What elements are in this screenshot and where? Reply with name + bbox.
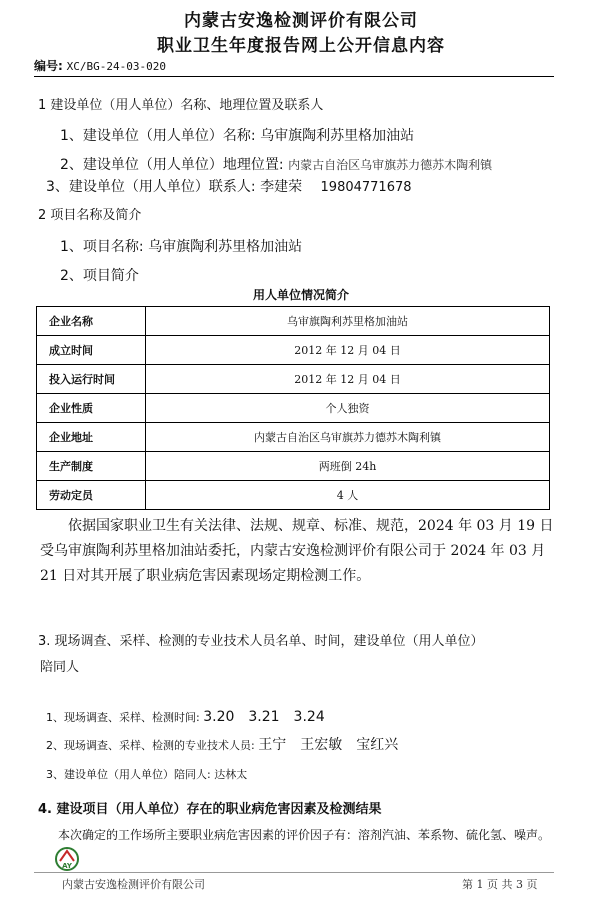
footer-page-number: 第 1 页 共 3 页 bbox=[462, 878, 538, 891]
table-key: 企业名称 bbox=[37, 307, 146, 336]
table-row bbox=[37, 481, 550, 510]
unit-name-line bbox=[60, 125, 414, 145]
unit-location-label: 2、建设单位（用人单位）地理位置: bbox=[60, 157, 284, 173]
table-value: 2012 年 12 月 04 日 bbox=[146, 365, 550, 394]
footer-company: 内蒙古安逸检测评价有限公司 bbox=[62, 878, 205, 891]
table-row bbox=[37, 423, 550, 452]
table-row bbox=[37, 394, 550, 423]
table-key: 企业性质 bbox=[37, 394, 146, 423]
table-row bbox=[37, 307, 550, 336]
project-intro-label: 2、项目简介 bbox=[60, 268, 139, 284]
section3-heading-line1: 3. 现场调查、采样、检测的专业技术人员名单、时间，建设单位（用人单位） bbox=[38, 634, 484, 649]
unit-name-label: 1、建设单位（用人单位）名称: bbox=[60, 128, 256, 144]
title-line2: 职业卫生年度报告网上公开信息内容 bbox=[157, 36, 445, 56]
unit-contact-line bbox=[46, 176, 412, 196]
report-number bbox=[34, 57, 166, 74]
unit-location-line bbox=[60, 154, 492, 174]
survey-time-value: 3.20 3.21 3.24 bbox=[203, 709, 325, 725]
unit-location-value: 内蒙古自治区乌审旗苏力德苏木陶利镇 bbox=[288, 158, 493, 172]
table-title: 用人单位情况简介 bbox=[252, 288, 349, 302]
commission-paragraph: 依据国家职业卫生有关法律、法规、规章、标准、规范，2024 年 03 月 19 日受乌审旗陶利苏里格加油站委托，内蒙古安逸检测评价有限公司于 2024 年 03 月 21 日对其开展了职业病危害因素现场定期检测工作。 bbox=[40, 518, 554, 584]
escort-label: 3、建设单位（用人单位）陪同人: bbox=[46, 768, 211, 781]
table-key: 成立时间 bbox=[37, 336, 146, 365]
table-row bbox=[37, 336, 550, 365]
table-key: 劳动定员 bbox=[37, 481, 146, 510]
number-value: XC/BG-24-03-020 bbox=[66, 60, 166, 73]
escort-value: 达林太 bbox=[214, 768, 248, 781]
title-line1: 内蒙古安逸检测评价有限公司 bbox=[184, 11, 418, 31]
header-divider bbox=[34, 76, 554, 77]
section3-heading-line2: 陪同人 bbox=[40, 660, 80, 675]
unit-contact-name: 李建荣 bbox=[260, 179, 303, 195]
table-key: 企业地址 bbox=[37, 423, 146, 452]
company-logo bbox=[54, 846, 80, 872]
table-key: 生产制度 bbox=[37, 452, 146, 481]
table-value: 内蒙古自治区乌审旗苏力德苏木陶利镇 bbox=[146, 423, 550, 452]
technicians-label: 2、现场调查、采样、检测的专业技术人员: bbox=[46, 739, 255, 752]
unit-contact-label: 3、建设单位（用人单位）联系人: bbox=[46, 179, 256, 195]
table-value: 乌审旗陶利苏里格加油站 bbox=[146, 307, 550, 336]
table-value: 2012 年 12 月 04 日 bbox=[146, 336, 550, 365]
table-row bbox=[37, 452, 550, 481]
footer-divider bbox=[34, 872, 554, 873]
unit-info-table bbox=[36, 306, 550, 510]
table-value: 个人独资 bbox=[146, 394, 550, 423]
unit-name-value: 乌审旗陶利苏里格加油站 bbox=[260, 128, 415, 144]
technicians-line bbox=[46, 734, 398, 754]
section4-heading: 4. 建设项目（用人单位）存在的职业病危害因素及检测结果 bbox=[38, 802, 382, 817]
survey-time-label: 1、现场调查、采样、检测时间: bbox=[46, 711, 200, 724]
project-name-line bbox=[60, 236, 302, 256]
table-value: 4 人 bbox=[146, 481, 550, 510]
escort-line bbox=[46, 766, 247, 782]
hazard-factors-text: 本次确定的工作场所主要职业病危害因素的评价因子有：溶剂汽油、苯系物、硫化氢、噪声。 bbox=[58, 828, 551, 842]
technicians-value: 王宁 王宏敏 宝红兴 bbox=[258, 737, 399, 753]
number-label: 编号: bbox=[34, 59, 63, 73]
section1-heading: 1 建设单位（用人单位）名称、地理位置及联系人 bbox=[38, 98, 324, 113]
section2-heading: 2 项目名称及简介 bbox=[38, 208, 142, 223]
logo-icon bbox=[54, 846, 80, 872]
project-name-value: 乌审旗陶利苏里格加油站 bbox=[148, 239, 303, 255]
unit-contact-phone: 19804771678 bbox=[320, 180, 412, 195]
project-name-label: 1、项目名称: bbox=[60, 239, 144, 255]
table-value: 两班倒 24h bbox=[146, 452, 550, 481]
table-key: 投入运行时间 bbox=[37, 365, 146, 394]
svg-text:AY: AY bbox=[62, 862, 72, 870]
table-row bbox=[37, 365, 550, 394]
survey-time-line bbox=[46, 706, 325, 726]
